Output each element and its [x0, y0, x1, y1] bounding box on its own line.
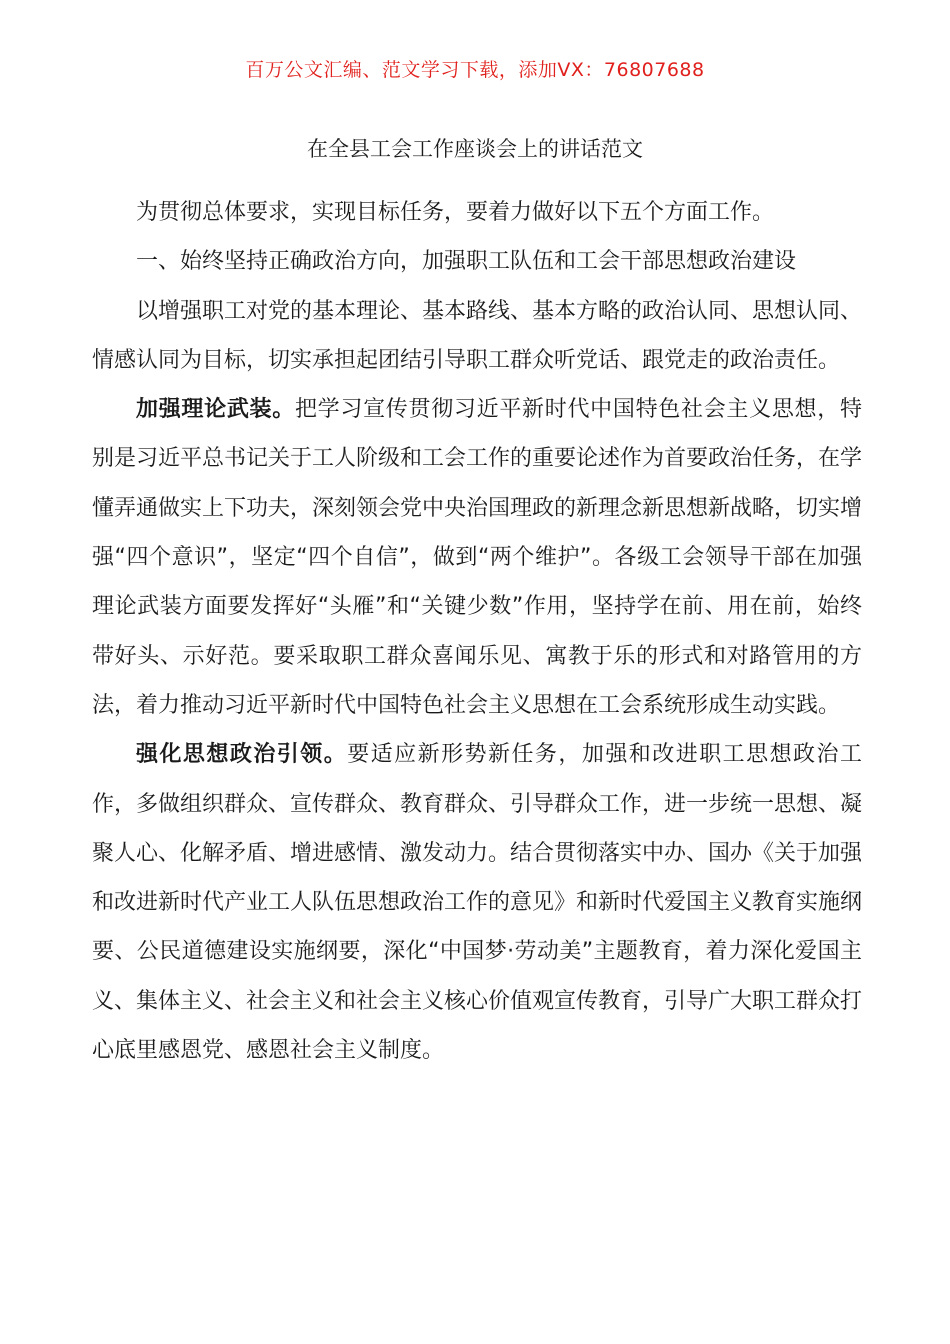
paragraph-text: 要适应新形势新任务，加强和改进职工思想政治工作，多做组织群众、宣传群众、教育群众、引导群众工作，进一步统一思想、凝聚人心、化解矛盾、增进感情、激发动力。结合贯彻落实中办、国办《关于加强和改进新时代产业工人队伍思想政治工作的意见》和新时代爱国主义教育实施纲要、公民道德建设实施纲要，深化“中国梦·劳动美”主题教育，着力深化爱国主义、集体主义、社会主义和社会主义核心价值观宣传教育，引导广大职工群众打心底里感恩党、感恩社会主义制度。 — [92, 742, 863, 1064]
paragraph-goal — [92, 287, 862, 386]
paragraph-lead: 强化思想政治引领。 — [136, 742, 348, 768]
document-body — [92, 188, 862, 1075]
paragraph-lead: 加强理论武装。 — [136, 397, 295, 423]
paragraph-ideological-guidance — [92, 730, 862, 1075]
paragraph-text: 为贯彻总体要求，实现目标任务，要着力做好以下五个方面工作。 — [136, 200, 775, 225]
promo-banner: 百万公文汇编、范文学习下载，添加VX：76807688 — [245, 59, 705, 81]
document-title: 在全县工会工作座谈会上的讲话范文 — [307, 137, 643, 161]
section-heading-1 — [92, 237, 862, 286]
paragraph-theory-arming — [92, 385, 862, 730]
paragraph-text: 把学习宣传贯彻习近平新时代中国特色社会主义思想，特别是习近平总书记关于工人阶级和工会工作的重要论述作为首要政治任务，在学懂弄通做实上下功夫，深刻领会党中央治国理政的新理念新思想新战略，切实增强“四个意识”，坚定“四个自信”，做到“两个维护”。各级工会领导干部在加强理论武装方面要发挥好“头雁”和“关键少数”作用，坚持学在前、用在前，始终带好头、示好范。要采取职工群众喜闻乐见、寓教于乐的形式和对路管用的方法，着力推动习近平新时代中国特色社会主义思想在工会系统形成生动实践。 — [92, 397, 863, 718]
paragraph-text: 一、始终坚持正确政治方向，加强职工队伍和工会干部思想政治建设 — [136, 249, 797, 275]
paragraph-text: 以增强职工对党的基本理论、基本路线、基本方略的政治认同、思想认同、情感认同为目标，切实承担起团结引导职工群众听党话、跟党走的政治责任。 — [92, 298, 863, 373]
paragraph-intro — [92, 188, 862, 237]
